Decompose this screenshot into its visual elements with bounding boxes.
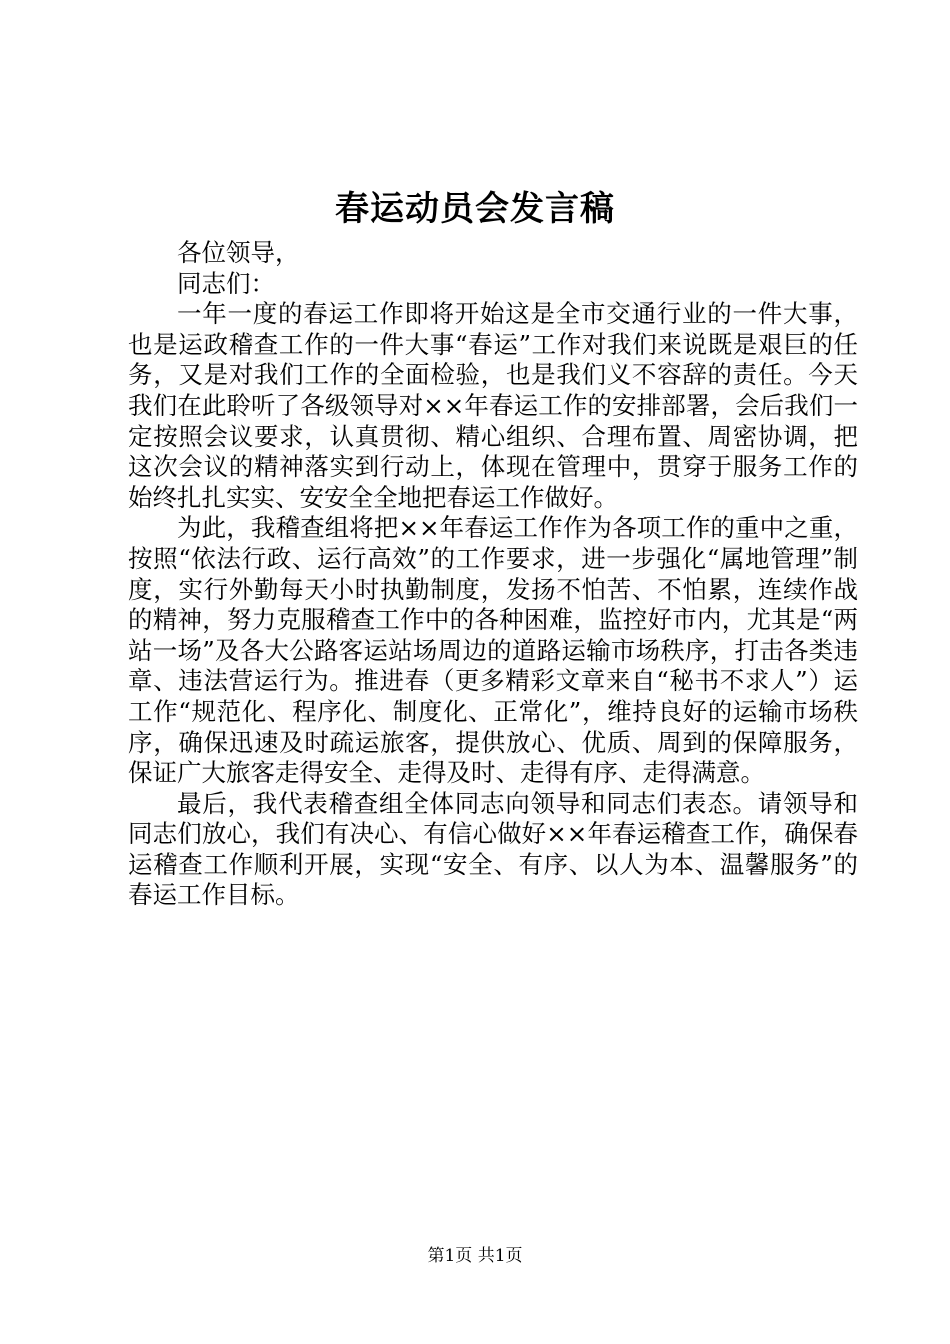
page-number-footer: 第1页 共1页	[427, 1246, 523, 1266]
paragraph-conclusion: 最后，我代表稽查组全体同志向领导和同志们表态。请领导和同志们放心，我们有决心、有信心做好××年春运稽查工作，确保春运稽查工作顺利开展，实现“安全、有序、以人为本、温馨服务”的春运工作目标。	[128, 788, 858, 910]
document-title: 春运动员会发言稿	[335, 189, 615, 229]
paragraph-measures: 为此，我稽查组将把××年春运工作作为各项工作的重中之重，按照“依法行政、运行高效”的工作要求，进一步强化“属地管理”制度，实行外勤每天小时执勤制度，发扬不怕苦、不怕累，连续作战的精神，努力克服稽查工作中的各种困难，监控好市内，尤其是“两站一场”及各大公路客运站场周边的道路运输市场秩序，打击各类违章、违法营运行为。推进春（更多精彩文章来自“秘书不求人”）运工作“规范化、程序化、制度化、正常化”，维持良好的运输市场秩序，确保迅速及时疏运旅客，提供放心、优质、周到的保障服务，保证广大旅客走得安全、走得及时、走得有序、走得满意。	[128, 513, 858, 788]
salutation-leaders: 各位领导，	[177, 238, 300, 267]
document-body	[128, 238, 858, 911]
salutation-comrades: 同志们：	[177, 268, 275, 298]
paragraph-introduction: 一年一度的春运工作即将开始这是全市交通行业的一件大事，也是运政稽查工作的一件大事“春运”工作对我们来说既是艰巨的任务，又是对我们工作的全面检验，也是我们义不容辞的责任。今天我们在此聆听了各级领导对××年春运工作的安排部署，会后我们一定按照会议要求，认真贯彻、精心组织、合理布置、周密协调，把这次会议的精神落实到行动上，体现在管理中，贯穿于服务工作的始终扎扎实实、安安全全地把春运工作做好。	[128, 299, 858, 512]
